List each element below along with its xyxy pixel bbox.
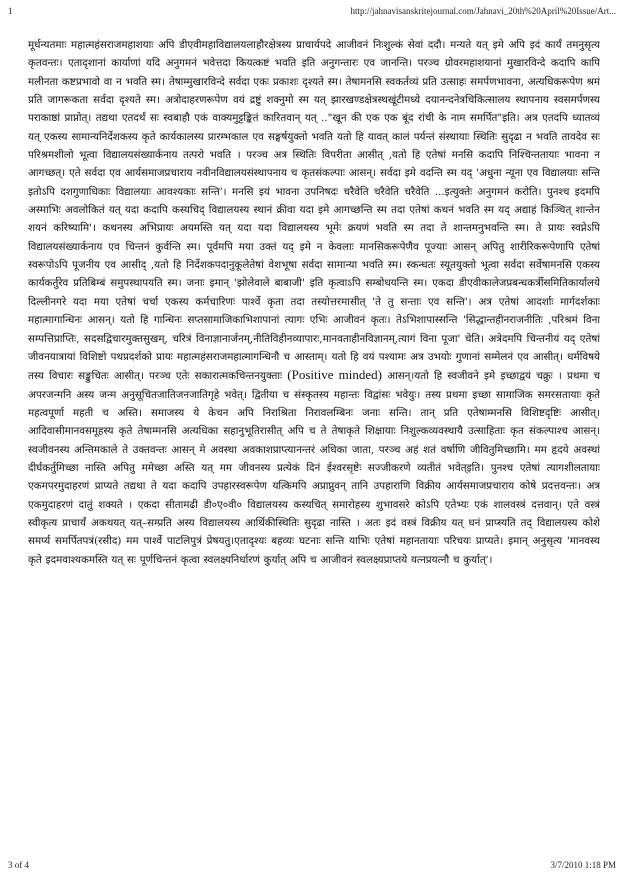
article-text-part-1: मूर्धन्यतमाः महात्महंसराजमहाशयाः अपि डीएवीमहाविद्यालयलाहौरक्षेत्रस्य प्राचार्यपदे आजीवनं निःशुल्कं सेवां ददौ। मन्यते यत् इमे अपि इदं कार्यं तमनुसृत्य कृतवन्तः। एतादृशानां कार्याणां यदि अनुगमनं भवेत्तदा कियत्कष्टं भवति इति अनुगन्तारः एव जानन्ति। परञ्च ग्रोवरमहाशयानां मुखारविन्दे कदापि कापि मलीनता कष्टप्रभावो वा न भवति स्म। तेषाम्मुखारविन्दे सर्वदा एकः प्रकाशः दृश्यते स्म। तेषामनसि स्वकर्तव्यं प्रति उत्साहः समर्पणभावना, अत्यधिकरूपेण श्रमं प्रति जागरूकता सर्वदा दृश्यते स्म। अत्रोदाहरणरूपेण वयं द्रष्टुं शक्नुमो स्म यत् झारखण्डक्षेत्रस्थखूंटीमध्ये दयानन्दनेत्रचिकित्सालय स्थापनाय स्वसमर्पणस्य पराकाष्ठां प्राप्नोत्। तद्यथा एतदर्थं सः स्वबाहौ एकं वाक्यमुट्टङ्कितं कारितवान् यत् .."खून की एक एक बूंद रांची के नाम समर्पित"इति। अत्र एतदपि ध्यातव्यं यत् एकस्य सामान्यनिर्देशकस्य कृते कार्यकालस्य प्रारम्भकाल एव सङ्घर्षयुक्तो भवति यतो हि यावत् कालं पर्यन्तं संस्थायाः स्थितिः सुदृढा न भवति तावदेव सः परिश्रमशीलो भूत्वा विद्यालयसंख्यार्कनाय तत्परो भवति । परञ्च अत्र स्थितिः विपरीता आसीत् ,यतो हि एतेषां मनसि कदापि निश्चिन्ततायाः भावना न आगच्छत्। एते सर्वदा एव आर्यसमाजप्रचाराय नवीनविद्यालयसंस्थापनाय च कृतसंकल्पाः आसन्। सर्वदा इमे वदन्ति स्म यद् 'अधुना न्यूना एव विद्यालयाः सन्ति इतोऽपि दशगुणाधिकाः विद्यालयाः आवश्यकाः सन्ति'। मनसि इयं भावना उपनिषदः चरैवेति चरैवेति चरैवेति ...इत्युक्तेः अनुगमनं करोति। पुनश्च इदमपि अस्माभिः अवलोकितं यत् यदा कदापि कस्यचिद् विद्यालयस्य स्थानं क्रीवा यदा इमे आगच्छन्ति स्म तदा एतेषां कथनं भवति स्म यद् अद्याहं किञ्चित् शान्तेन शयनं करिष्यामि'। कथनस्य अभिप्रायः अयमस्ति यत् यदा यदा विद्यालयस्य भूमेः क्रयणं भवति स्म तदा ते शान्तमनुभवन्ति स्म। ते प्रायः स्वप्नेऽपि विद्यालयसंख्यार्कनाय एव चिन्तनं कुर्वन्ति स्म। पूर्वमपि मया उक्तं यद् इमे न केवलाः मानसिकरूपेणैव पूज्याः आसन् अपितु शारीरिकरूपेणापि एतेषां स्वरूपोऽपि पूजनीय एव आसीद् ,यतो हि निर्देशकपदानुकूलेतेषां वेशभूषा सर्वदा सामान्या भवति स्म। स्कन्धतः स्यूतयुक्तो भूत्वा सर्वदा सर्वेषामनसि एकस्य कार्यकर्तुरेव प्रतिबिम्बं समुपस्थापयति स्म। जनाः इमान् 'झोलेवाले बाबाजी' इति कृत्वाऽपि सम्बोधयन्ति स्म। एकदा डीएवीकालेजप्रबन्धकर्त्रीसमितिकार्यालये दिल्लीनगरे यदा मया एतेषां चर्चा एकस्य कर्मचारिणः पार्श्वे कृता तदा तस्योत्तरमासीत् 'ते तु सन्ताः एव सन्ति'। अत्र एतेषां आदर्शाः मार्गदर्शकाः महात्मागान्धिनः आसन्। यतो हि गान्धिनः सप्तसामाजिकाभिशापानां त्यागः एभिः आजीवनं कृतः। तेऽभिशापास्सन्ति 'सिद्धान्तहीनराजनीतिः ,परिश्रमं विना सम्पत्तिप्राप्तिः, सदसद्विचारमुक्तसुखम्, चरित्रं विनाज्ञानार्जनम्,नीतिविहीनव्यापारः,मानवताहीनविज्ञानम्,त्यागं विना पूजा' चेति। अत्रेदमपि चिन्तनीयं यद् एतेषां जीवनयात्रायां विशिष्टो पथप्रदर्शको प्रायः महात्महंसराजमहात्मागन्धिनौ च आस्ताम्। यतो हि वयं पश्यामः अत्र उभयोः गुणानां सम्मेलनं एव आसीत्। धर्मविषये तस्य विचारः सङ्कुचितः आसीत्। परञ्च एतेः सकारात्मकचिन्तनयुक्ताः	[28, 39, 600, 383]
footer-page-count: 3 of 4	[8, 860, 29, 870]
header-page-number: 1	[8, 6, 13, 16]
header-url: http://jahnavisanskritejournal.com/Jahnavi_20th%20April%20Issue/Art...	[350, 6, 616, 16]
article-body	[28, 36, 600, 854]
article-text-part-2: आसन्।यतो हि स्वजीवने इमे इच्छाद्वयं चक्रुः । प्रथमा च अपरजन्मनि अस्य जन्म अनुसूचितजातिजनजातिगृहे भवेत्। द्वितीया च संस्कृतस्य महान्तः विद्वांसः भवेयुः। तस्य प्रथमा इच्छा सामाजिक समरसतायाः कृते महत्वपूर्णा महती च अस्ति। समाजस्य ये केचन अपि निराश्रिता निरावलम्बिनः जनाः सन्ति। तान् प्रति एतेषाम्मनसि विशिष्टदृष्टिः आसीत्। आदिवासीमानवसमूहस्य कृते तेषाम्मनसि अत्यधिका सहानुभूतिरासीत् अपि च ते तेषाकृते शिक्षायाः निशुल्कव्यवस्थायै उत्साहिताः कृत संकल्पाश्च आसन्। स्वजीवनस्य अन्तिमकाले ते उक्तवन्तः आसन् मे अवस्था अवकाशप्राप्त्यानन्तरं अधिका जाता, परञ्च अहं शतं वर्षाणि जीवितुमिच्छामि। मम हृदये अवस्थां दीर्घकर्तुमिच्छा नास्ति अपितु ममेच्छा अस्ति यत् मम जीवनस्य प्रत्येकं दिनं ईश्वरसृष्टेः सज्जीकरणे व्यतीतं भवेत्इति। पुनश्च एतेषां त्यागशीलतायाः एकमपरमुदाहरणं प्राप्यते तद्यथा ते यदा कदापि उपहारस्वरूपेण यत्किमपि अप्राप्नुवन् तानि उपहाराणि विक्रीय आर्यसमाजप्रचाराय कोषे प्रदत्तवन्तः। अत्र एकमुदाहरणं दातुं शक्यते । एकदा सीतामढी डी०ए०वी० विद्यालयस्य कस्यचित् समारोहस्य शुभावसरे कोऽपि एतेभ्यः एकं शालवस्त्रं दत्तवान्। एते वस्त्रं स्वीकृत्य प्राचार्यं अकथयत् यत्–सम्प्रति अस्य विद्यालयस्य आर्थिकीस्थितिः सुदृढा नास्ति । अतः इदं वस्त्रं विक्रीय यत् धनं प्राप्स्यति तद् विद्यालयस्य कोशे समर्प्य समर्पितपत्रं(रसीद) मम पार्श्वे पाटलिपुत्रं प्रेषयतु।एतादृश्यः बहव्यः घटनाः सन्ति याभिः एतेषां महानतायाः परिचयः प्राप्यते। इमान् अनुसृत्य 'मानवस्य कृते इदमवाश्यकमस्ति यत् सः पूर्णचिन्तनं कृत्वा स्वलक्ष्यनिर्धारणं कुर्यात् अपि च आजीवनं स्वलक्ष्यप्राप्तये यत्नप्रयत्नौ च कुर्यात्'।	[28, 370, 600, 566]
english-phrase: (Positive minded)	[287, 367, 383, 383]
footer-datetime: 3/7/2010 1:18 PM	[550, 860, 616, 870]
print-footer	[8, 860, 616, 874]
article-paragraph	[28, 36, 600, 569]
print-header	[8, 6, 616, 20]
